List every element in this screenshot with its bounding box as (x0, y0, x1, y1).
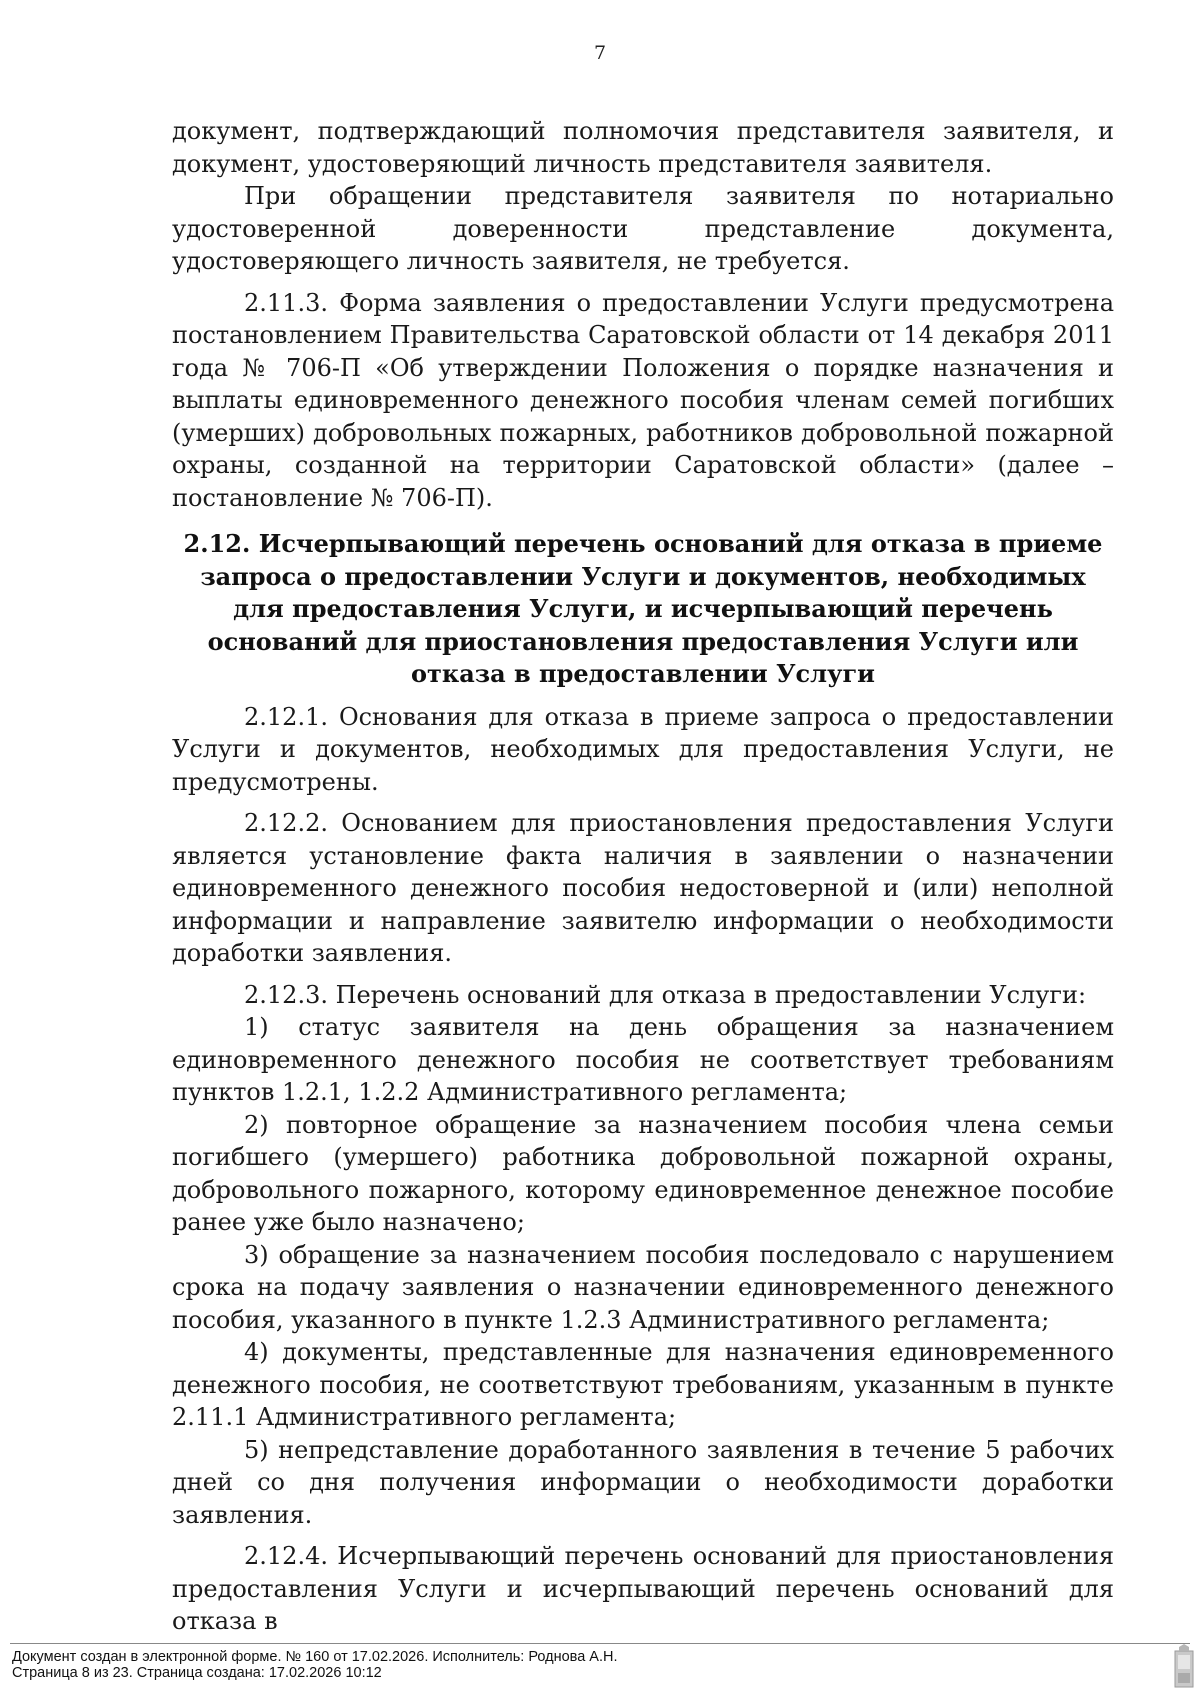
list-item-4: 4) документы, представленные для назначения единовременного денежного пособия, не соответствуют требованиям, указанным в пункте 2.11.1 Административного регламента; (172, 1338, 1114, 1431)
coat-of-arms-icon (1173, 1643, 1195, 1691)
section-heading-2-12: 2.12. Исчерпывающий перечень оснований для отказа в приеме запроса о предоставлении Услуги и документов, необходимых для предоставления Услуги, и исчерпывающий перечень оснований для приостановления предоставления Услуги или отказа в предоставлении Услуги (183, 529, 1103, 688)
footer-page-info: Страница 8 из 23. Страница создана: 17.02.2026 10:12 (12, 1665, 382, 1681)
paragraph-2-12-4: 2.12.4. Исчерпывающий перечень оснований для приостановления предоставления Услуги и исчерпывающий перечень оснований для отказа в (172, 1542, 1114, 1635)
page-number: 7 (593, 42, 607, 64)
paragraph-2-11-3: 2.11.3. Форма заявления о предоставлении Услуги предусмотрена постановлением Правительства Саратовской области от 14 декабря 2011 года № 706-П «Об утверждении Положения о порядке назначения и выплаты единовременного денежного пособия членам семей погибших (умерших) добровольных пожарных, работников добровольной пожарной охраны, созданной на территории Саратовской области» (далее – постановление № 706-П). (172, 288, 1114, 512)
footer-document-info: Документ создан в электронной форме. № 160 от 17.02.2026. Исполнитель: Роднова А.Н. (12, 1649, 618, 1665)
paragraph-notarial-power: При обращении представителя заявителя по нотариально удостоверенной доверенности представление документа, удостоверяющего личность заявителя, не требуется. (172, 182, 1114, 275)
list-item-1: 1) статус заявителя на день обращения за назначением единовременного денежного пособия не соответствует требованиям пунктов 1.2.1, 1.2.2 Административного регламента; (172, 1013, 1114, 1106)
document-footer (12, 1649, 618, 1681)
footer-divider (10, 1643, 1190, 1644)
paragraph-2-12-3: 2.12.3. Перечень оснований для отказа в предоставлении Услуги: (244, 980, 1087, 1009)
paragraph-2-12-1: 2.12.1. Основания для отказа в приеме запроса о предоставлении Услуги и документов, необходимых для предоставления Услуги, не предусмотрены. (172, 702, 1114, 796)
paragraph-2-12-2: 2.12.2. Основанием для приостановления предоставления Услуги является установление факта наличия в заявлении о назначении единовременного денежного пособия недостоверной и (или) неполной информации и направление заявителю информации о необходимости доработки заявления. (172, 809, 1114, 967)
list-item-3: 3) обращение за назначением пособия последовало с нарушением срока на подачу заявления о назначении единовременного денежного пособия, указанного в пункте 1.2.3 Административного регламента; (172, 1240, 1114, 1334)
list-item-5: 5) непредставление доработанного заявления в течение 5 рабочих дней со дня получения информации о необходимости доработки заявления. (172, 1435, 1114, 1529)
paragraph-representative-docs: документ, подтверждающий полномочия представителя заявителя, и документ, удостоверяющий личность представителя заявителя. (172, 117, 1114, 178)
list-item-2: 2) повторное обращение за назначением пособия члена семьи погибшего (умершего) работника добровольной пожарной охраны, добровольного пожарного, которому единовременное денежное пособие ранее уже было назначено; (172, 1110, 1114, 1236)
document-body (172, 115, 1114, 1638)
